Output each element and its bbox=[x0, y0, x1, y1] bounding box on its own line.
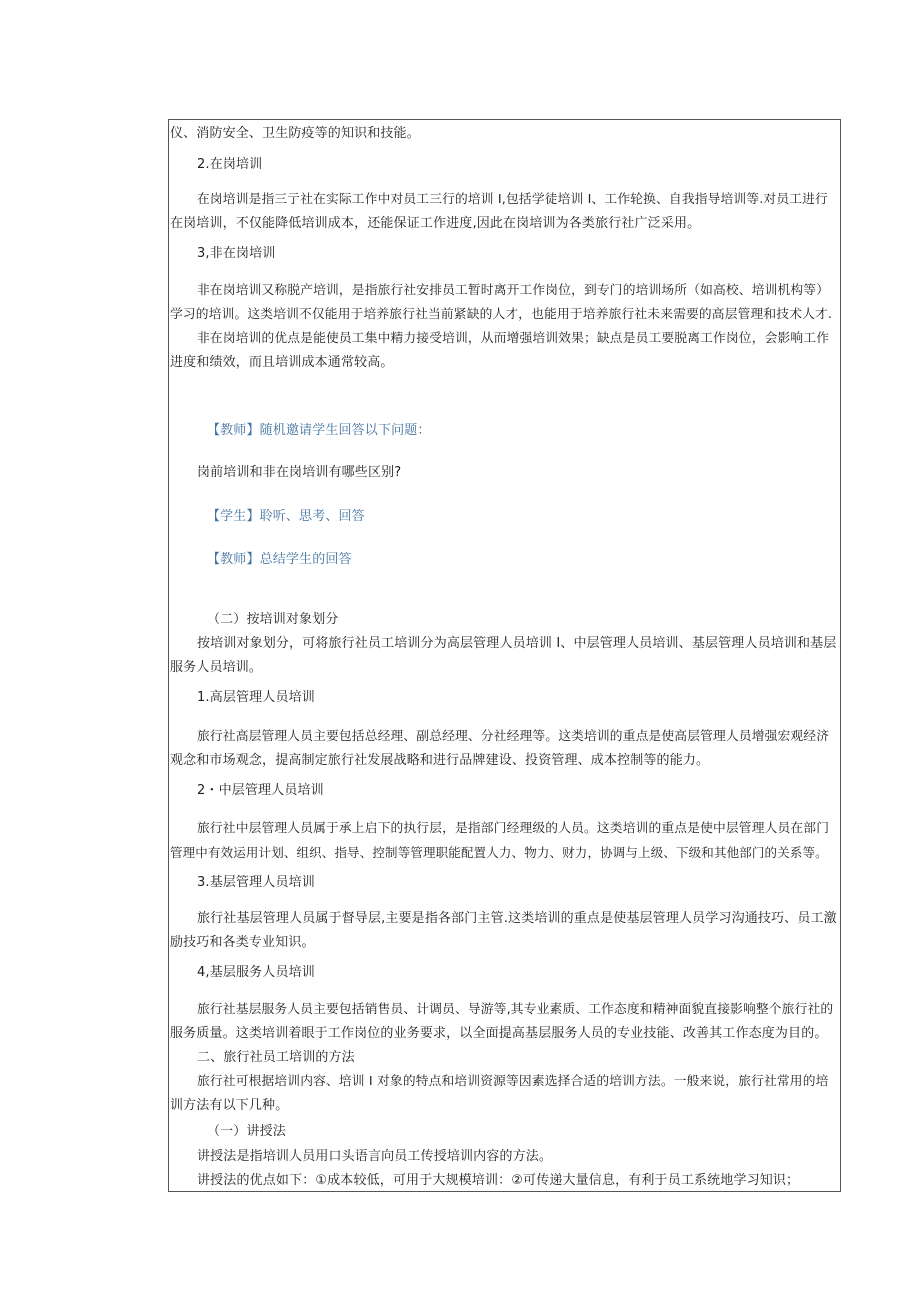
text-line: 旅行社基层管理人员属于督导层,主要是指各部门主管.这类培训的重点是使基层管理人员学习沟通技巧、员工激 bbox=[197, 911, 837, 926]
student-response: 【学生】聆听、思考、回答 bbox=[207, 509, 365, 524]
text-line: 观念和市场观念，提高制定旅行社发展战略和进行品牌建设、投资管理、成本控制等的能力。 bbox=[170, 753, 710, 768]
text-line: 进度和绩效，而且培训成本通常较高。 bbox=[170, 355, 394, 370]
text-line: 按培训对象划分，可将旅行社员工培训分为高层管理人员培训 I、中层管理人员培训、基层管理人员培训和基层 bbox=[197, 636, 837, 651]
text-line: 非在岗培训的优点是能使员工集中精力接受培训，从而增强培训效果；缺点是员工要脱离工作岗位，会影响工作 bbox=[197, 331, 830, 346]
text-line: 在岗培训是指三亍社在实际工作中对员工三行的培训 I,包括学徒培训 I、工作轮换、自我指导培训等.对员工进行 bbox=[197, 192, 828, 207]
text-line: 旅行社高层管理人员主要包括总经理、副总经理、分社经理等。这类培训的重点是使高层管理人员增强宏观经济 bbox=[197, 729, 830, 744]
section-heading-methods: 二、旅行社员工培训的方法 bbox=[197, 1050, 355, 1065]
text-line: 讲授法是指培训人员用口头语言向员工传授培训内容的方法。 bbox=[197, 1149, 553, 1164]
text-line: 训方法有以下几种。 bbox=[170, 1098, 289, 1113]
text-line: 服务人员培训。 bbox=[170, 660, 263, 675]
subheading-senior-management: 1.高层管理人员培训 bbox=[197, 690, 315, 705]
subheading-frontline-staff: 4,基层服务人员培训 bbox=[197, 965, 315, 980]
subheading-junior-management: 3.基层管理人员培训 bbox=[197, 875, 315, 890]
text-line: 旅行社基层服务人员主要包括销售员、计调员、导游等,其专业素质、工作态度和精神面貌直接影响整个旅行社的 bbox=[197, 1002, 834, 1017]
subheading-lecture-method: （一）讲授法 bbox=[207, 1124, 286, 1139]
text-line: 讲授法的优点如下：①成本较低，可用于大规模培训：②可传递大量信息，有利于员工系统地学习知识； bbox=[197, 1173, 800, 1188]
text-line: 旅行社可根据培训内容、培训 I 对象的特点和培训资源等因素选择合适的培训方法。一般来说，旅行社常用的培 bbox=[197, 1074, 829, 1089]
subheading-on-job-training: 2.在岗培训 bbox=[197, 157, 263, 172]
teacher-prompt: 【教师】随机邀请学生回答以下问题： bbox=[207, 423, 431, 438]
text-line: 学习的培训。这类培训不仅能用于培养旅行社当前紧缺的人才，也能用于培养旅行社未来需要的高层管理和技术人才. bbox=[170, 307, 833, 322]
text-line: 服务质量。这类培训着眼于工作岗位的业务要求，以全面提高基层服务人员的专业技能、改善其工作态度为目的。 bbox=[170, 1026, 828, 1041]
text-line: 管理中有效运用计划、组织、指导、控制等管理职能配置人力、物力、财力，协调与上级、下级和其他部门的关系等。 bbox=[170, 845, 828, 860]
text-line: 旅行社中层管理人员属于承上启下的执行层，是指部门经理级的人员。这类培训的重点是使中层管理人员在部门 bbox=[197, 821, 830, 836]
text-line: 在岗培训，不仅能降低培训成本，还能保证工作进度,因此在岗培训为各类旅行社广泛采用。 bbox=[170, 216, 701, 231]
text-line: 仪、消防安全、卫生防疫等的知识和技能。 bbox=[170, 126, 420, 141]
subheading-middle-management: 2・中层管理人员培训 bbox=[197, 783, 324, 798]
text-line: 非在岗培训又称脱产培训，是指旅行社安排员工暂时离开工作岗位，到专门的培训场所（如高校、培训机构等） bbox=[197, 283, 830, 298]
subheading-off-job-training: 3,非在岗培训 bbox=[197, 246, 276, 261]
text-line: 励技巧和各类专业知识。 bbox=[170, 935, 315, 950]
section-heading-by-target: （二）按培训对象划分 bbox=[207, 612, 339, 627]
discussion-question: 岗前培训和非在岗培训有哪些区别? bbox=[197, 465, 402, 480]
teacher-summary: 【教师】总结学生的回答 bbox=[207, 552, 352, 567]
